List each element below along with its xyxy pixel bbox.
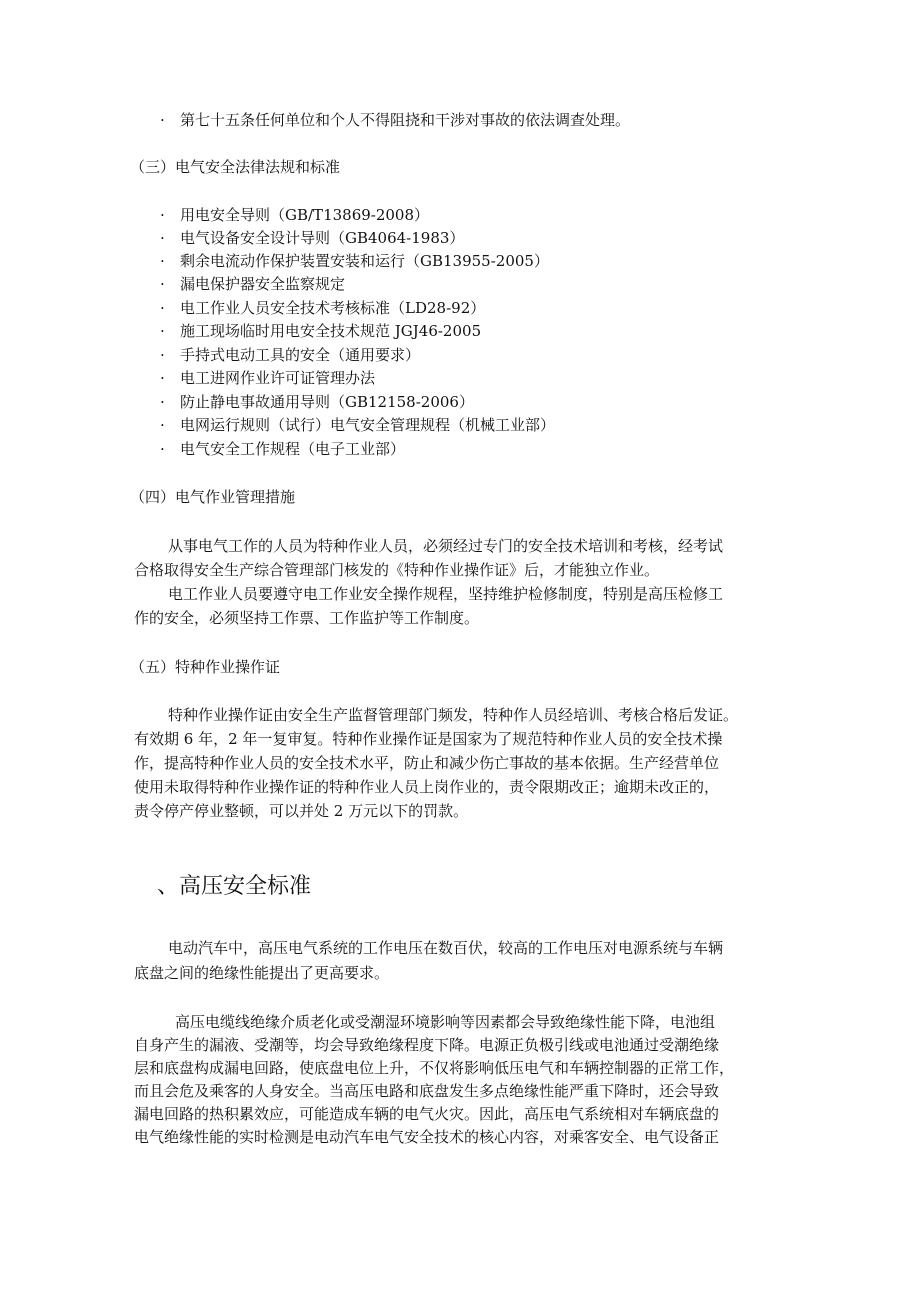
list-item-text: 漏电保护器安全监察规定	[180, 275, 346, 293]
paragraph-line: 漏电回路的热积累效应，可能造成车辆的电气火灾。因此，高压电气系统相对车辆底盘的	[134, 1105, 720, 1123]
list-item	[160, 439, 405, 459]
bullet-dot: ·	[160, 440, 165, 458]
list-item	[160, 368, 375, 388]
paragraph-line: 责令停产停业整顿，可以并处 2 万元以下的罚款。	[134, 802, 469, 820]
paragraph-line: 电工作业人员要遵守电工作业安全操作规程，坚持维护检修制度，特别是高压检修工	[168, 585, 724, 603]
paragraph-line: 作，提高特种作业人员的安全技术水平，防止和减少伤亡事故的基本依据。生产经营单位	[134, 754, 720, 772]
bullet-dot: ·	[160, 369, 165, 387]
section3-heading: （三）电气安全法律法规和标准	[130, 158, 341, 176]
intro-bullet-text: 第七十五条任何单位和个人不得阻挠和干涉对事故的依法调查处理。	[180, 111, 631, 129]
list-item-text: 电工作业人员安全技术考核标准（LD28-92）	[180, 299, 486, 317]
paragraph-line: 高压电缆线绝缘介质老化或受潮湿环境影响等因素都会导致绝缘性能下降，电池组	[175, 1013, 716, 1031]
bullet-dot: ·	[160, 322, 165, 340]
paragraph-line: 合格取得安全生产综合管理部门核发的《特种作业操作证》后，才能独立作业。	[134, 561, 660, 579]
intro-bullet	[160, 110, 630, 130]
paragraph-line: 层和底盘构成漏电回路，使底盘电位上升，不仅将影响低压电气和车辆控制器的正常工作，	[134, 1059, 735, 1077]
list-item-text: 电气设备安全设计导则（GB4064-1983）	[180, 229, 465, 247]
paragraph-line: 自身产生的漏液、受潮等，均会导致绝缘程度下降。电源正负极引线或电池通过受潮绝缘	[134, 1036, 720, 1054]
list-item	[160, 251, 549, 271]
list-item-text: 电工进网作业许可证管理办法	[180, 369, 376, 387]
paragraph-line: 从事电气工作的人员为特种作业人员，必须经过专门的安全技术培训和考核，经考试	[168, 537, 724, 555]
bullet-dot: ·	[160, 299, 165, 317]
list-item-text: 防止静电事故通用导则（GB12158-2006）	[180, 393, 474, 411]
paragraph-line: 使用未取得特种作业操作证的特种作业人员上岗作业的，责令限期改正；逾期未改正的，	[134, 778, 720, 796]
section-title: 、高压安全标准	[157, 874, 312, 899]
list-item-text: 手持式电动工具的安全（通用要求）	[180, 346, 421, 364]
section5-heading: （五）特种作业操作证	[130, 658, 281, 676]
list-item	[160, 345, 420, 365]
list-item	[160, 415, 555, 435]
list-item	[160, 228, 464, 248]
list-item	[160, 298, 485, 318]
list-item	[160, 321, 481, 341]
paragraph-line: 底盘之间的绝缘性能提出了更高要求。	[134, 964, 390, 982]
bullet-dot: ·	[160, 416, 165, 434]
bullet-dot: ·	[160, 206, 165, 224]
paragraph-line: 而且会危及乘客的人身安全。当高压电路和底盘发生多点绝缘性能严重下降时，还会导致	[134, 1082, 720, 1100]
paragraph-line: 电动汽车中，高压电气系统的工作电压在数百伏，较高的工作电压对电源系统与车辆	[168, 939, 724, 957]
list-item-text: 剩余电流动作保护装置安装和运行（GB13955-2005）	[180, 252, 549, 270]
bullet-dot: ·	[160, 252, 165, 270]
paragraph-line: 作的安全，必须坚持工作票、工作监护等工作制度。	[134, 609, 480, 627]
paragraph-line: 有效期 6 年，2 年一复审复。特种作业操作证是国家为了规范特种作业人员的安全技术操	[134, 730, 723, 748]
bullet-dot: ·	[160, 393, 165, 411]
bullet-dot: ·	[160, 111, 165, 129]
paragraph-line: 电气绝缘性能的实时检测是电动汽车电气安全技术的核心内容，对乘客安全、电气设备正	[134, 1128, 720, 1146]
bullet-dot: ·	[160, 275, 165, 293]
list-item-text: 电网运行规则（试行）电气安全管理规程（机械工业部）	[180, 416, 556, 434]
list-item-text: 用电安全导则（GB/T13869-2008）	[180, 206, 430, 224]
list-item	[160, 205, 429, 225]
list-item	[160, 392, 474, 412]
list-item-text: 电气安全工作规程（电子工业部）	[180, 440, 406, 458]
bullet-dot: ·	[160, 229, 165, 247]
bullet-dot: ·	[160, 346, 165, 364]
paragraph-line: 特种作业操作证由安全生产监督管理部门频发，特种作人员经培训、考核合格后发证。	[168, 706, 739, 724]
list-item-text: 施工现场临时用电安全技术规范 JGJ46-2005	[180, 322, 482, 340]
list-item	[160, 274, 345, 294]
section4-heading: （四）电气作业管理措施	[130, 488, 296, 506]
